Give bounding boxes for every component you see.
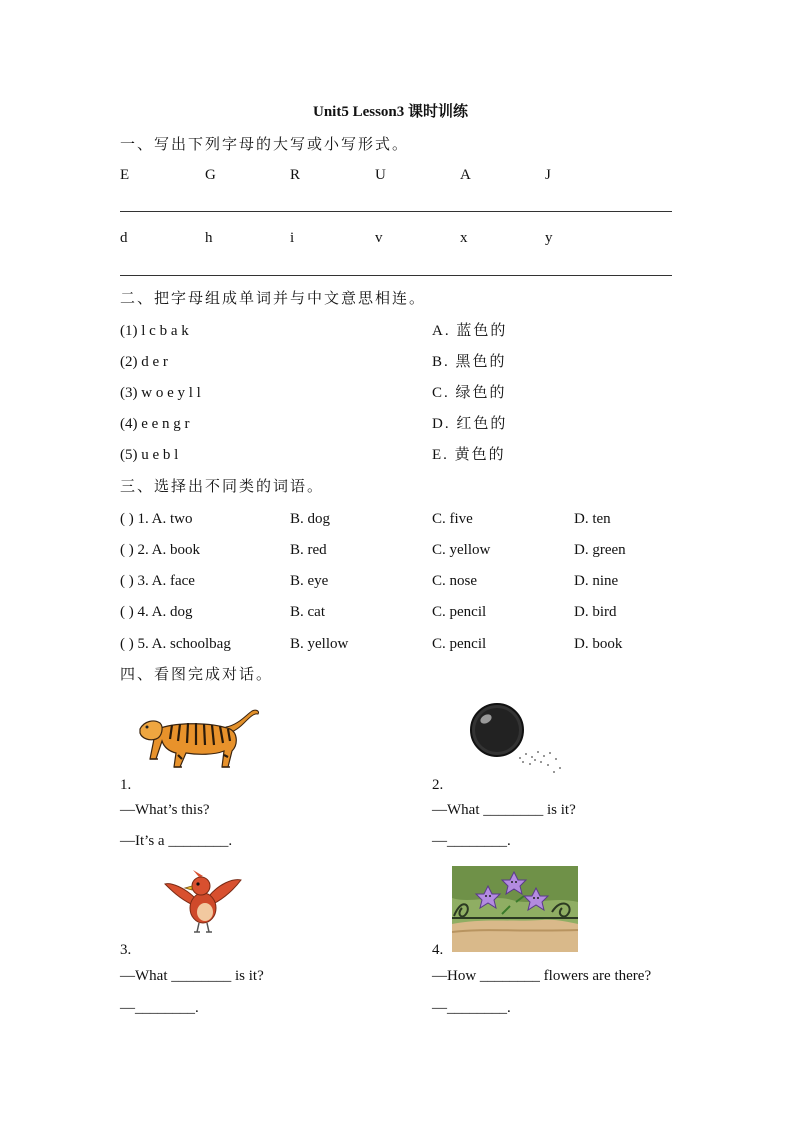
option-c: C. nose	[432, 573, 477, 589]
question-option-a: ( ) 5. A. schoolbag	[120, 636, 231, 652]
option-d: D. green	[574, 542, 626, 558]
dialogue-line: —What ________ is it?	[432, 802, 576, 818]
option-c: C. pencil	[432, 636, 487, 652]
option-d: D. book	[574, 636, 623, 652]
option-b: B. eye	[290, 573, 329, 589]
chinese-meaning: C. 绿色的	[432, 385, 507, 401]
dialogue-line: —What ________ is it?	[120, 968, 264, 984]
option-d: D. bird	[574, 604, 617, 620]
dialogue-line: —It’s a ________.	[120, 833, 233, 849]
chinese-meaning: A. 蓝色的	[432, 323, 508, 339]
option-b: B. cat	[290, 604, 325, 620]
option-c: C. yellow	[432, 542, 491, 558]
page-title: Unit5 Lesson3 课时训练	[313, 104, 469, 120]
dialogue-line: —What’s this?	[120, 802, 210, 818]
scrambled-word: (1) l c b a k	[120, 323, 189, 339]
question-option-a: ( ) 4. A. dog	[120, 604, 193, 620]
question-option-a: ( ) 1. A. two	[120, 511, 193, 527]
option-b: B. red	[290, 542, 327, 558]
letter-upper: A	[460, 167, 471, 183]
chinese-meaning: D. 红色的	[432, 416, 508, 432]
question-number: 4.	[432, 942, 444, 958]
question-number: 2.	[432, 777, 444, 793]
answer-line[interactable]	[120, 211, 672, 212]
option-b: B. yellow	[290, 636, 349, 652]
letter-upper: G	[205, 167, 216, 183]
letter-lower: x	[460, 230, 468, 246]
answer-line[interactable]	[120, 275, 672, 276]
question-option-a: ( ) 2. A. book	[120, 542, 200, 558]
section-1-heading: 一、写出下列字母的大写或小写形式。	[120, 137, 410, 153]
letter-lower: v	[375, 230, 383, 246]
chinese-meaning: B. 黑色的	[432, 354, 507, 370]
question-option-a: ( ) 3. A. face	[120, 573, 195, 589]
letter-lower: d	[120, 230, 128, 246]
dialogue-line: —________.	[432, 1000, 511, 1016]
dialogue-line: —________.	[120, 1000, 199, 1016]
dialogue-line: —How ________ flowers are there?	[432, 968, 652, 984]
letter-upper: R	[290, 167, 301, 183]
option-b: B. dog	[290, 511, 331, 527]
option-d: D. nine	[574, 573, 619, 589]
letter-lower: i	[290, 230, 295, 246]
scrambled-word: (4) e e n g r	[120, 416, 190, 432]
question-number: 1.	[120, 777, 132, 793]
scrambled-word: (2) d e r	[120, 354, 168, 370]
letter-upper: U	[375, 167, 386, 183]
purple-flowers-picture	[452, 866, 578, 952]
section-2-heading: 二、把字母组成单词并与中文意思相连。	[120, 291, 427, 307]
section-3-heading: 三、选择出不同类的词语。	[120, 479, 325, 495]
question-number: 3.	[120, 942, 132, 958]
option-c: C. five	[432, 511, 473, 527]
scrambled-word: (3) w o e y l l	[120, 385, 201, 401]
letter-upper: J	[545, 167, 551, 183]
scrambled-word: (5) u e b l	[120, 447, 179, 463]
red-bird-picture	[163, 868, 243, 936]
tiger-picture	[138, 705, 264, 777]
section-4-heading: 四、看图完成对话。	[120, 667, 274, 683]
letter-upper: E	[120, 167, 130, 183]
letter-lower: y	[545, 230, 553, 246]
option-d: D. ten	[574, 511, 611, 527]
dialogue-line: —________.	[432, 833, 511, 849]
black-ball-picture	[468, 702, 568, 778]
letter-lower: h	[205, 230, 213, 246]
chinese-meaning: E. 黄色的	[432, 447, 506, 463]
option-c: C. pencil	[432, 604, 487, 620]
